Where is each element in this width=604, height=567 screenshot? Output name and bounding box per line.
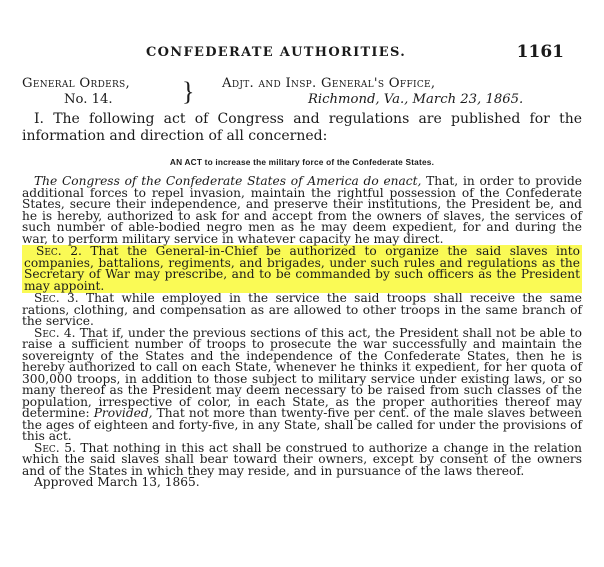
section-1-text: That, in order to provide additional forces to repel invasion, maintain the rightful possession of the Confederate States, secure their independence, and preserve their institutions, the President be, and he is hereby, authorized to ask for and accept from the owners of slaves, the services of such number of able-bodied negro men as he may deem expedient, for and during the war, to perform military service in whatever capacity he may direct. <box>22 174 582 246</box>
section-2-text: That the General-in-Chief be authorized to organize the said slaves into companies, battalions, regiments, and brigades, under such rules and regulations as the Secretary of War may prescribe, and to be commanded by such officers as the President may appoint. <box>24 244 580 293</box>
section-4-provided: Provided, <box>93 406 153 420</box>
section-4 <box>22 325 582 443</box>
general-orders-block <box>22 76 582 110</box>
section-4-text-b: That not more than twenty-five per cent. of the male slaves between the ages of eighteen and forty-five, in any State, shall be called for under the provisions of this act. <box>22 406 582 443</box>
section-3-label: Sec. 3. <box>34 291 79 305</box>
section-2-label: Sec. 2. <box>36 244 82 258</box>
section-3 <box>22 293 582 328</box>
approved-line: Approved March 13, 1865. <box>34 475 200 489</box>
running-title: CONFEDERATE AUTHORITIES. <box>146 45 407 60</box>
intro-paragraph: I. The following act of Congress and regulations are published for the information and direction of all concerned: <box>22 111 582 144</box>
section-5-text: That nothing in this act shall be construed to authorize a change in the relation which the said slaves shall bear toward their owners, except by consent of the owners and of the States in which they may reside, and in pursuance of the laws thereof. <box>22 440 582 478</box>
section-3-text: That while employed in the service the said troops shall receive the same rations, clothing, and compensation as are allowed to other troops in the same branch of the service. <box>22 291 582 328</box>
section-5-label: Sec. 5. <box>34 440 76 455</box>
section-1 <box>22 176 582 245</box>
office-line2: Richmond, Va., March 23, 1865. <box>308 92 524 107</box>
orders-label-line1: General Orders, <box>22 76 131 91</box>
enacting-clause: The Congress of the Confederate States of America do enact, <box>34 174 422 188</box>
section-4-label: Sec. 4. <box>34 325 76 340</box>
brace-glyph: } <box>182 77 195 106</box>
section-4-text-a: That if, under the previous sections of this act, the President shall not be able to raise a sufficient number of troops to prosecute the war successfully and maintain the sovereignty of the States and the independence of the Confederate States, then he is hereby authorized to call on each State, whenever he thinks it expedient, for her quota of 300,000 troops, in addition to those subject to military service under existing laws, or so many thereof as the President may deem necessary to be raised from such classes of the population, irrespective of color, in each State, as the proper authorities thereof may determine: <box>22 325 582 420</box>
page-number: 1161 <box>516 42 564 62</box>
running-header <box>0 42 604 66</box>
orders-label <box>22 76 195 108</box>
office-block <box>218 76 588 108</box>
act-body <box>22 176 582 489</box>
orders-label-line2: No. 14. <box>64 92 113 107</box>
office-line1: Adjt. and Insp. General's Office, <box>222 76 436 91</box>
section-2-highlighted <box>22 245 582 293</box>
section-5 <box>22 440 582 478</box>
act-title: AN ACT to increase the military force of the Confederate States. <box>169 157 435 167</box>
